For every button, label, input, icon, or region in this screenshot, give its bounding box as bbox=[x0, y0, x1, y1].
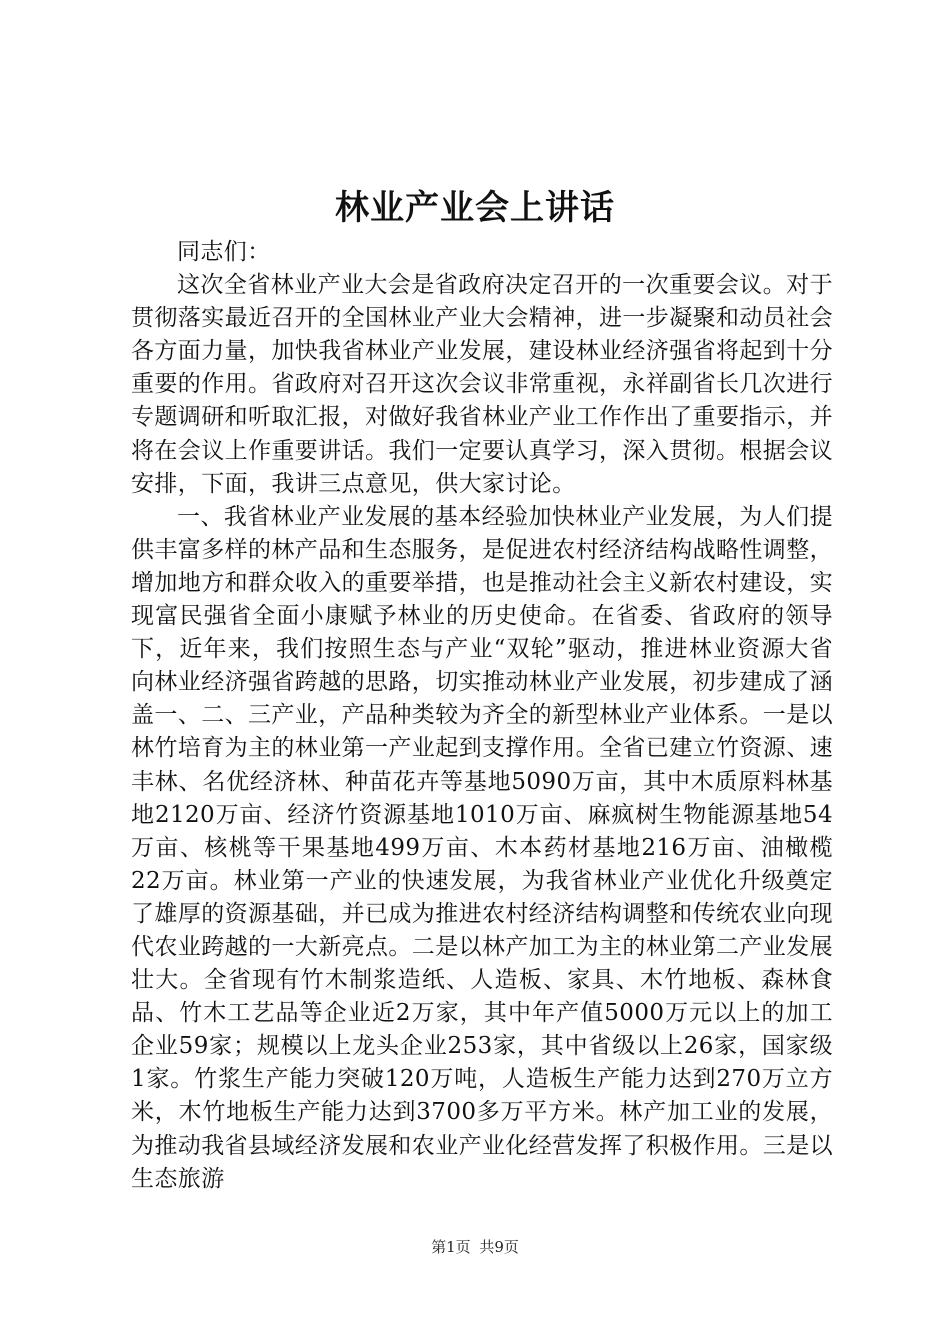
paragraph-section-one: 一、我省林业产业发展的基本经验加快林业产业发展，为人们提供丰富多样的林产品和生态服务，是促进农村经济结构战略性调整，增加地方和群众收入的重要举措，也是推动社会主义新农村建设，实现富民强省全面小康赋予林业的历史使命。在省委、省政府的领导下，近年来，我们按照生态与产业“双轮”驱动，推进林业资源大省向林业经济强省跨越的思路，切实推动林业产业发展，初步建成了涵盖一、二、三产业，产品种类较为齐全的新型林业产业体系。一是以林竹培育为主的林业第一产业起到支撑作用。全省已建立竹资源、速丰林、名优经济林、种苗花卉等基地5090万亩，其中木质原料林基地2120万亩、经济竹资源基地1010万亩、麻疯树生物能源基地54万亩、核桃等干果基地499万亩、木本药材基地216万亩、油橄榄22万亩。林业第一产业的快速发展，为我省林业产业优化升级奠定了雄厚的资源基础，并已成为推进农村经济结构调整和传统农业向现代农业跨越的一大新亮点。二是以林产加工为主的林业第二产业发展壮大。全省现有竹木制浆造纸、人造板、家具、木竹地板、森林食品、竹木工艺品等企业近2万家，其中年产值5000万元以上的加工企业59家；规模以上龙头企业253家，其中省级以上26家，国家级1家。竹浆生产能力突破120万吨，人造板生产能力达到270万立方米，木竹地板生产能力达到3700多万平方米。林产加工业的发展，为推动我省县域经济发展和农业产业化经营发挥了积极作用。三是以生态旅游 bbox=[131, 503, 833, 1192]
page-total: 共9页 bbox=[479, 1238, 519, 1256]
page-footer bbox=[0, 1237, 950, 1257]
paragraph-intro: 这次全省林业产业大会是省政府决定召开的一次重要会议。对于贯彻落实最近召开的全国林业产业大会精神，进一步凝聚和动员社会各方面力量，加快我省林业产业发展，建设林业经济强省将起到十分重要的作用。省政府对召开这次会议非常重视，永祥副省长几次进行专题调研和听取汇报，对做好我省林业产业工作作出了重要指示，并将在会议上作重要讲话。我们一定要认真学习，深入贯彻。根据会议安排，下面，我讲三点意见，供大家讨论。 bbox=[131, 272, 833, 497]
page-number: 第1页 bbox=[431, 1238, 471, 1256]
salutation: 同志们： bbox=[177, 239, 271, 265]
document-title: 林业产业会上讲话 bbox=[335, 188, 615, 228]
document-body bbox=[131, 236, 833, 1196]
